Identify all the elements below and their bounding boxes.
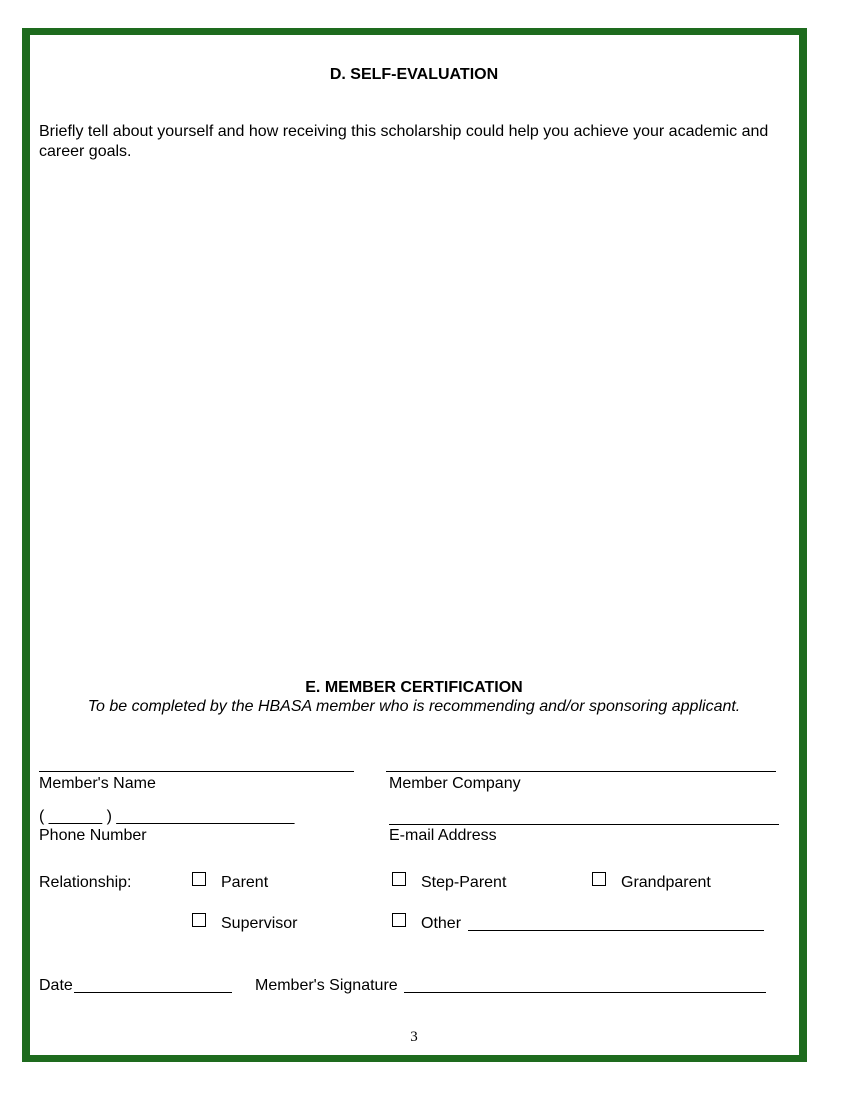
other-option-label: Other	[421, 915, 462, 932]
self-evaluation-response-area[interactable]	[39, 170, 789, 660]
member-signature-label: Member's Signature	[255, 977, 398, 994]
section-d-title: D. SELF-EVALUATION	[329, 66, 499, 83]
other-specify-field[interactable]	[468, 930, 764, 931]
self-evaluation-prompt-line1: Briefly tell about yourself and how receiving this scholarship could help you achieve your academic and	[39, 123, 769, 140]
date-label: Date	[39, 977, 73, 994]
parent-checkbox[interactable]	[192, 872, 206, 886]
supervisor-option-label: Supervisor	[221, 915, 298, 932]
parent-option-label: Parent	[221, 874, 269, 891]
phone-number-field[interactable]: ( ______ ) ____________________	[39, 808, 295, 825]
members-name-label: Member's Name	[39, 775, 156, 792]
step-parent-option-label: Step-Parent	[421, 874, 507, 891]
date-field[interactable]	[74, 992, 232, 993]
email-address-label: E-mail Address	[389, 827, 497, 844]
section-e-subtitle: To be completed by the HBASA member who is recommending and/or sponsoring applicant.	[87, 698, 741, 715]
page-number: 3	[410, 1029, 418, 1045]
relationship-label: Relationship:	[39, 874, 132, 891]
other-checkbox[interactable]	[392, 913, 406, 927]
grandparent-checkbox[interactable]	[592, 872, 606, 886]
members-name-field[interactable]	[39, 771, 354, 772]
self-evaluation-prompt-line2: career goals.	[39, 143, 132, 160]
email-address-field[interactable]	[389, 824, 779, 825]
grandparent-option-label: Grandparent	[621, 874, 711, 891]
step-parent-checkbox[interactable]	[392, 872, 406, 886]
member-company-label: Member Company	[389, 775, 521, 792]
section-e-title: E. MEMBER CERTIFICATION	[305, 679, 523, 696]
phone-number-label: Phone Number	[39, 827, 147, 844]
member-company-field[interactable]	[386, 771, 776, 772]
member-signature-field[interactable]	[404, 992, 766, 993]
supervisor-checkbox[interactable]	[192, 913, 206, 927]
